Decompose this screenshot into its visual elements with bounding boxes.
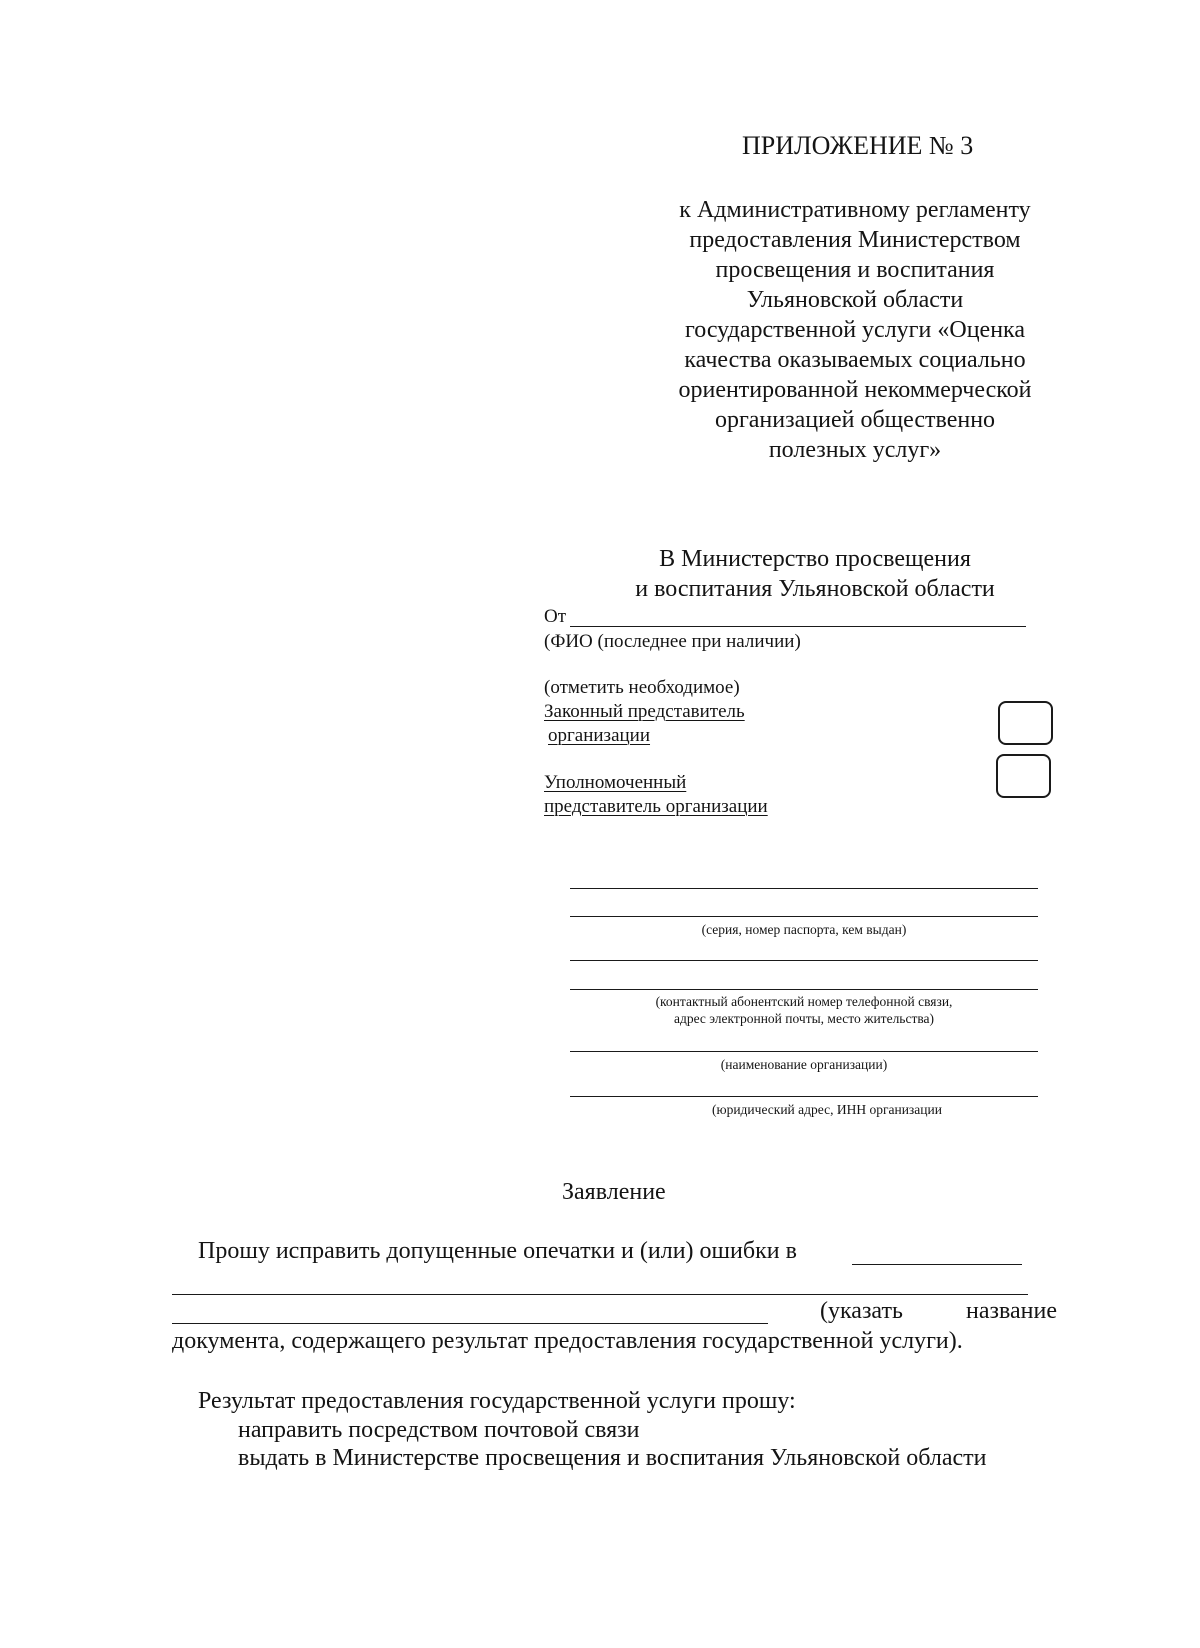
fio-hint: (ФИО (последнее при наличии)	[544, 631, 801, 652]
legal-address-hint: (юридический адрес, ИНН организации	[712, 1102, 942, 1117]
appendix-line: к Административному регламенту	[679, 197, 1031, 223]
request-text: Прошу исправить допущенные опечатки и (или) ошибки в	[198, 1238, 797, 1264]
document-input-line[interactable]	[172, 1323, 768, 1324]
document-description: документа, содержащего результат предоставления государственной услуги).	[172, 1328, 963, 1354]
appendix-line: организацией общественно	[714, 407, 996, 433]
legal-address-input-line[interactable]	[570, 1096, 1038, 1097]
appendix-line: полезных услуг»	[768, 437, 942, 463]
indicate-text: (указать	[820, 1298, 903, 1324]
legal-representative-checkbox[interactable]	[998, 701, 1053, 745]
document-input-line[interactable]	[852, 1264, 1022, 1265]
passport-hint: (серия, номер паспорта, кем выдан)	[701, 922, 907, 937]
from-input-line[interactable]	[570, 626, 1026, 627]
document-input-line[interactable]	[172, 1294, 1028, 1295]
option-label: представитель организации	[544, 796, 768, 817]
option-label: организации	[548, 725, 651, 746]
option-label: Законный представитель	[544, 701, 745, 722]
appendix-line: ориентированной некоммерческой	[678, 377, 1032, 403]
option-issue: выдать в Министерстве просвещения и воспитания Ульяновской области	[238, 1445, 987, 1471]
passport-input-line[interactable]	[570, 916, 1038, 917]
addressee-line: и воспитания Ульяновской области	[635, 576, 995, 602]
org-name-input-line[interactable]	[570, 1051, 1038, 1052]
option-label: Уполномоченный	[544, 772, 687, 793]
name-word-text: название	[966, 1298, 1057, 1324]
option-legal-representative	[544, 700, 745, 748]
appendix-line: просвещения и воспитания	[715, 257, 995, 283]
option-mail: направить посредством почтовой связи	[238, 1417, 640, 1443]
appendix-caption	[640, 195, 1070, 465]
contact-hint-line: (контактный абонентский номер телефонной связи,	[655, 994, 953, 1009]
from-label: От	[544, 606, 567, 627]
result-heading: Результат предоставления государственной услуги прошу:	[198, 1388, 796, 1414]
contact-input-line[interactable]	[570, 960, 1038, 961]
appendix-line: государственной услуги «Оценка	[685, 317, 1025, 343]
contact-hint-line: адрес электронной почты, место жительства)	[673, 1011, 935, 1026]
authorized-representative-checkbox[interactable]	[996, 754, 1051, 798]
appendix-line: качества оказываемых социально	[684, 347, 1026, 373]
passport-input-line[interactable]	[570, 888, 1038, 889]
contact-hint	[570, 993, 1038, 1027]
appendix-line: Ульяновской области	[746, 287, 964, 313]
org-name-hint: (наименование организации)	[720, 1057, 888, 1072]
appendix-title: ПРИЛОЖЕНИЕ № 3	[742, 131, 974, 160]
appendix-line: предоставления Министерством	[689, 227, 1021, 253]
addressee-line: В Министерство просвещения	[659, 546, 971, 572]
option-authorized-representative	[544, 771, 768, 819]
addressee-block	[590, 544, 1040, 604]
contact-input-line[interactable]	[570, 989, 1038, 990]
statement-title: Заявление	[562, 1179, 666, 1205]
mark-hint: (отметить необходимое)	[544, 677, 740, 698]
